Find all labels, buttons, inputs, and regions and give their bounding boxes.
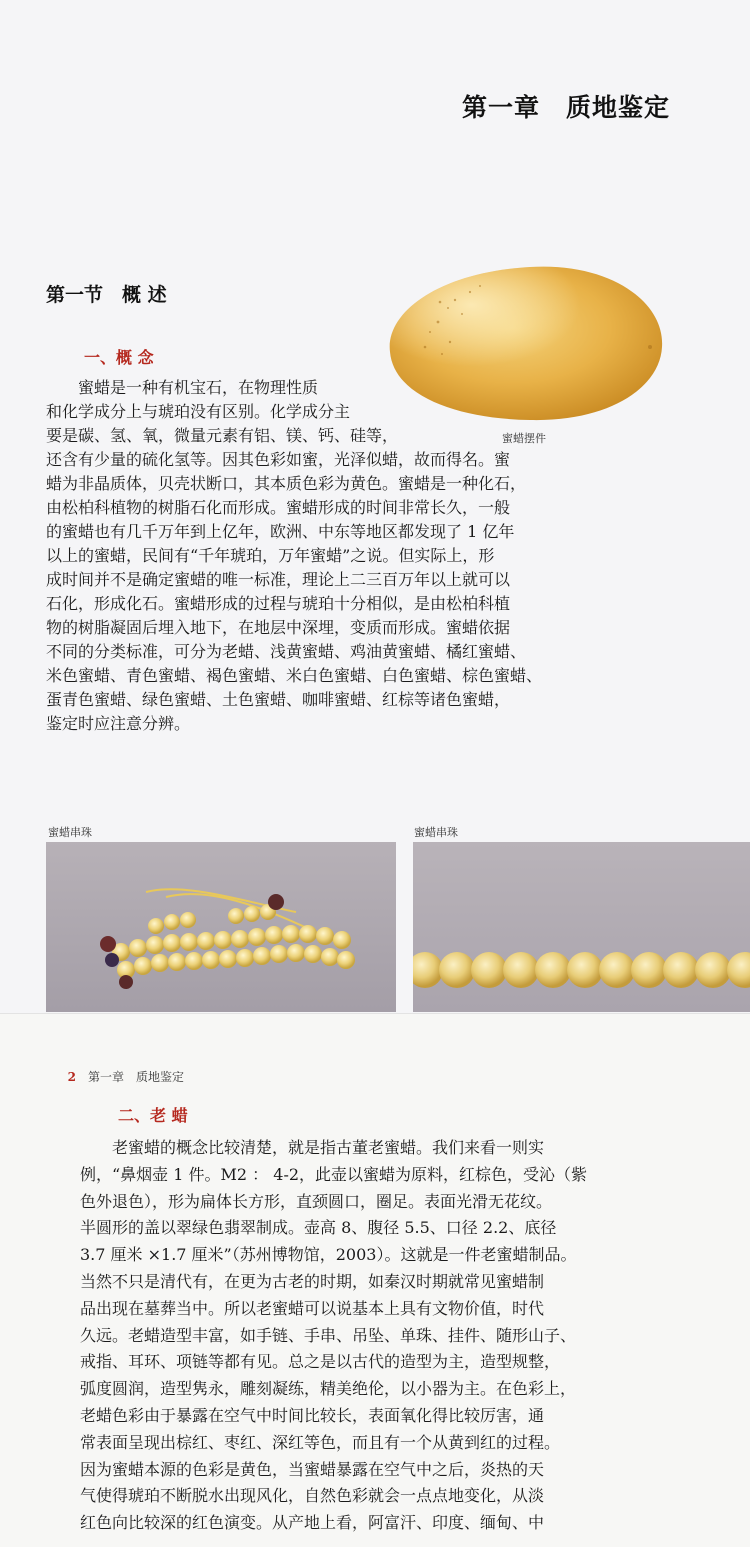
text-line: 物的树脂凝固后埋入地下，在地层中深埋，变质而形成。蜜蜡依据 — [46, 618, 511, 637]
text-line: 气使得琥珀不断脱水出现风化，自然色彩就会一点点地变化，从淡 — [80, 1486, 545, 1506]
text-line: 弧度圆润，造型隽永，雕刻凝练，精美绝伦，以小器为主。在色彩上， — [80, 1379, 577, 1399]
section-title: 第一节 概 述 — [46, 284, 167, 306]
text-line: 戒指、耳环、项链等都有见。总之是以古代的造型为主，造型规整， — [80, 1352, 561, 1372]
subsection1-heading: 一、概 念 — [84, 348, 154, 367]
text-line: 红色向比较深的红色演变。从产地上看，阿富汗、印度、缅甸、中 — [80, 1513, 545, 1533]
running-head-text: 第一章 质地鉴定 — [88, 1070, 185, 1084]
bead-strand-photo-left — [46, 842, 396, 1012]
page-number: 2 — [67, 1070, 76, 1084]
text-line: 米色蜜蜡、青色蜜蜡、褐色蜜蜡、米白色蜜蜡、白色蜜蜡、棕色蜜蜡、 — [46, 666, 543, 685]
text-line: 蜡为非晶质体，贝壳状断口，其本质色彩为黄色。蜜蜡是一种化石， — [46, 474, 527, 493]
chapter-title: 第一章 质地鉴定 — [462, 93, 671, 122]
caption-ornament: 蜜蜡摆件 — [502, 432, 546, 445]
text-line: 的蜜蜡也有几千万年到上亿年，欧洲、中东等地区都发现了 1 亿年 — [46, 522, 515, 541]
text-line: 由松柏科植物的树脂石化而形成。蜜蜡形成的时间非常长久，一般 — [46, 498, 511, 517]
text-line: 久远。老蜡造型丰富，如手链、手串、吊坠、单珠、挂件、随形山子、 — [80, 1325, 577, 1345]
text-line: 品出现在墓葬当中。所以老蜜蜡可以说基本上具有文物价值，时代 — [80, 1298, 545, 1318]
subsection2-heading: 二、老 蜡 — [118, 1106, 188, 1125]
text-line: 还含有少量的硫化氢等。因其色彩如蜜，光泽似蜡，故而得名。蜜 — [46, 450, 511, 469]
text-line: 例，“鼻烟壶 1 件。M2 ： 4-2，此壶以蜜蜡为原料，红棕色，受沁（紫 — [80, 1164, 588, 1184]
running-head — [60, 1054, 184, 1085]
caption-beads-left: 蜜蜡串珠 — [48, 826, 92, 839]
text-line: 和化学成分上与琥珀没有区别。化学成分主 — [46, 402, 351, 421]
text-line: 成时间并不是确定蜜蜡的唯一标准，理论上二三百万年以上就可以 — [46, 570, 511, 589]
text-line: 当然不只是清代有，在更为古老的时期，如秦汉时期就常见蜜蜡制 — [80, 1271, 545, 1291]
text-line: 要是碳、氢、氧，微量元素有铝、镁、钙、硅等， — [46, 426, 399, 445]
text-line: 蛋青色蜜蜡、绿色蜜蜡、土色蜜蜡、咖啡蜜蜡、红棕等诸色蜜蜡， — [46, 690, 511, 709]
subsection1-body — [46, 376, 542, 736]
text-line: 蜜蜡是一种有机宝石，在物理性质 — [46, 378, 319, 397]
text-line: 常表面呈现出棕红、枣红、深红等色，而且有一个从黄到红的过程。 — [80, 1432, 561, 1452]
text-line: 不同的分类标准，可分为老蜡、浅黄蜜蜡、鸡油黄蜜蜡、橘红蜜蜡、 — [46, 642, 527, 661]
text-line: 鉴定时应注意分辨。 — [46, 714, 191, 733]
text-line: 色外退色），形为扁体长方形，直颈圆口，圈足。表面光滑无花纹。 — [80, 1191, 553, 1211]
text-line: 老蜜蜡的概念比较清楚，就是指古董老蜜蜡。我们来看一则实 — [80, 1138, 545, 1157]
text-line: 因为蜜蜡本源的色彩是黄色，当蜜蜡暴露在空气中之后，炎热的天 — [80, 1459, 545, 1479]
text-line: 老蜡色彩由于暴露在空气中时间比较长，表面氧化得比较厉害，通 — [80, 1405, 545, 1425]
text-line: 半圆形的盖以翠绿色翡翠制成。壶高 8、腹径 5.5、口径 2.2、底径 — [80, 1218, 557, 1238]
bead-strand-photo-right — [413, 842, 750, 1012]
text-line: 以上的蜜蜡，民间有“千年琥珀，万年蜜蜡”之说。但实际上，形 — [46, 546, 495, 565]
text-line: 3.7 厘米 ×1.7 厘米”（苏州博物馆，2003）。这就是一件老蜜蜡制品。 — [80, 1245, 577, 1265]
caption-beads-right: 蜜蜡串珠 — [414, 826, 458, 839]
text-line: 石化，形成化石。蜜蜡形成的过程与琥珀十分相似，是由松柏科植 — [46, 594, 511, 613]
subsection2-body — [80, 1135, 587, 1537]
